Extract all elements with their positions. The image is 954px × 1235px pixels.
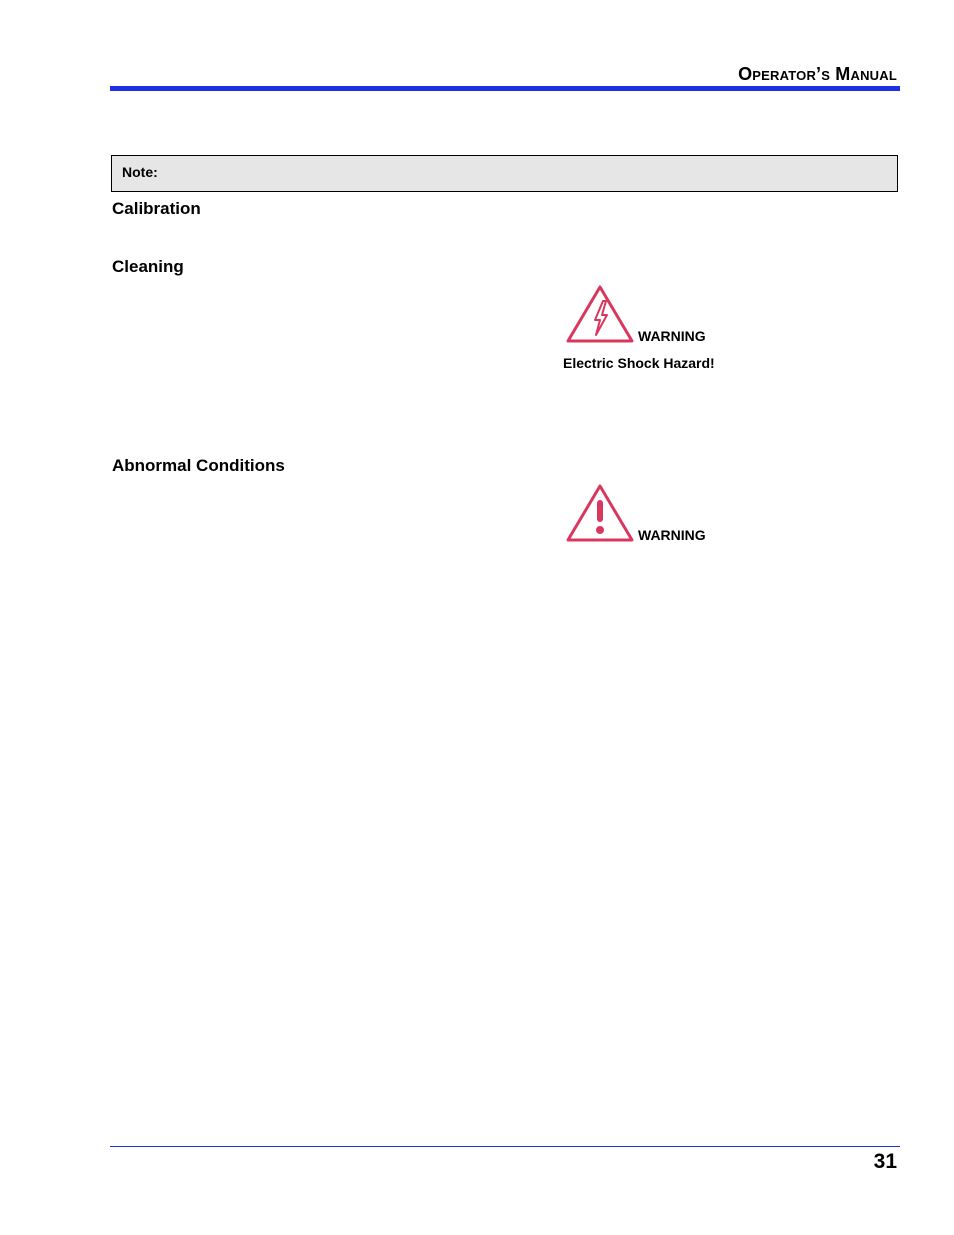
shock-warning-subtitle: Electric Shock Hazard! — [563, 355, 715, 371]
header-divider — [110, 86, 900, 91]
general-warning-label: WARNING — [638, 527, 706, 543]
exclamation-warning-icon — [566, 483, 634, 543]
footer-divider — [110, 1146, 900, 1147]
abnormal-conditions-heading: Abnormal Conditions — [112, 456, 285, 475]
note-label: Note: — [122, 164, 158, 180]
note-box — [111, 155, 898, 192]
page-number: 31 — [873, 1150, 897, 1173]
cleaning-heading: Cleaning — [112, 257, 184, 276]
calibration-heading: Calibration — [112, 199, 201, 218]
electric-shock-warning-icon — [566, 284, 634, 344]
running-header-title: Operator’s Manual — [738, 64, 897, 84]
shock-warning-label: WARNING — [638, 328, 706, 344]
